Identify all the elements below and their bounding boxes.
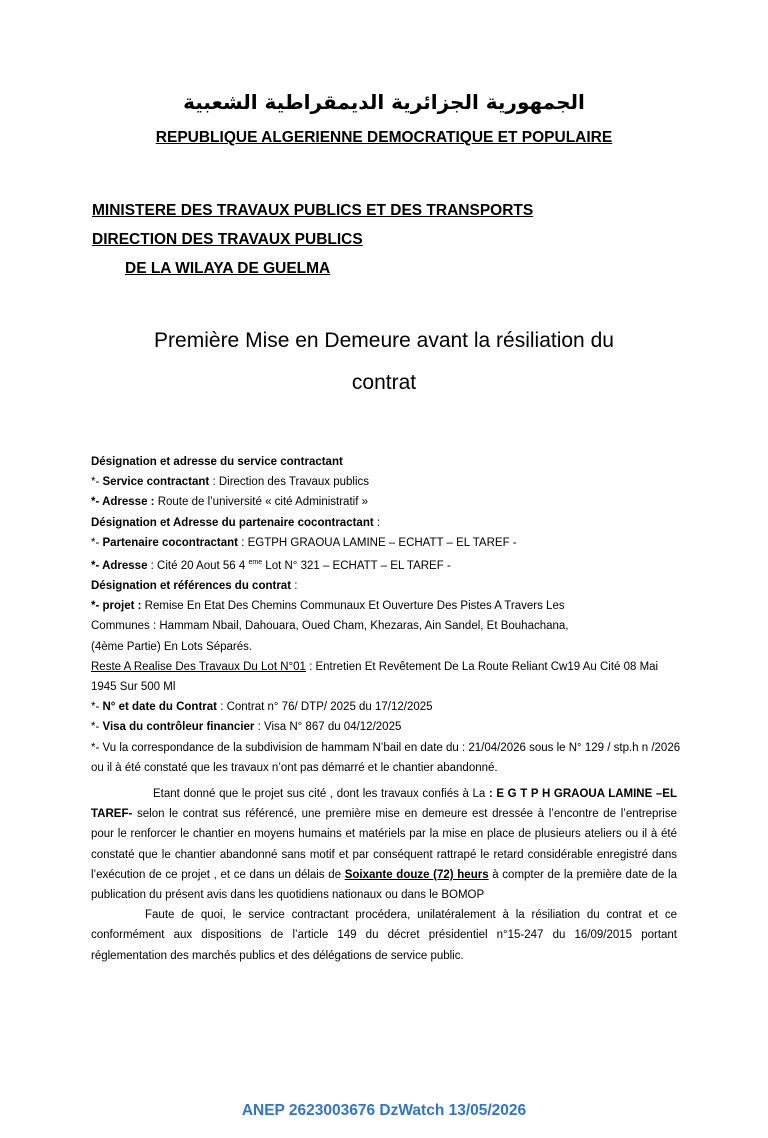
contract-details bbox=[91, 452, 681, 778]
paragraph-1-end: à compter de la première date de la publication du présent avis dans les quotidiens nationaux ou dans le BOMOP bbox=[91, 868, 677, 902]
publication-footer: ANEP 2623003676 DzWatch 13/05/2026 bbox=[241, 1102, 527, 1119]
bullet-prefix: *- bbox=[91, 721, 103, 734]
service-line bbox=[91, 472, 681, 492]
service-value: : Direction des Travaux publics bbox=[209, 476, 370, 489]
bullet-prefix: *- bbox=[91, 536, 103, 549]
project-line-2: Communes : Hammam Nbail, Dahouara, Oued Cham, Khezaras, Ain Sandel, Et Bouhachana, bbox=[91, 620, 569, 633]
visa-value: : Visa N° 867 du 04/12/2025 bbox=[254, 721, 402, 734]
paragraph-1 bbox=[91, 784, 677, 905]
document-title bbox=[60, 320, 708, 404]
partner-address-line bbox=[91, 553, 681, 576]
partner-heading-line bbox=[91, 513, 681, 533]
service-address-label: *- Adresse : bbox=[91, 496, 155, 509]
service-address-value: Route de l’université « cité Administratif » bbox=[154, 496, 368, 509]
partner-value: : EGTPH GRAOUA LAMINE – ECHATT – EL TAREF - bbox=[238, 536, 517, 549]
partner-heading: Désignation et Adresse du partenaire cocontractant bbox=[91, 516, 374, 529]
visa-line bbox=[91, 717, 681, 737]
contract-number-label: N° et date du Contrat bbox=[102, 701, 217, 714]
partner-address-value-end: Lot N° 321 – ECHATT – EL TAREF - bbox=[262, 559, 451, 572]
bullet-prefix: *- bbox=[91, 476, 103, 489]
visa-label: Visa du contrôleur financier bbox=[102, 721, 255, 734]
remaining-works bbox=[91, 657, 681, 697]
paragraph-2: Faute de quoi, le service contractant procédera, unilatéralement à la résiliation du contrat et ce conformément aux dispositions de l’article 149 du décret présidentiel n°15-247 du 16/09/2015 portant réglementation des marchés publics et des délégations de service public. bbox=[91, 909, 677, 962]
correspondence-line: *- Vu la correspondance de la subdivision de hammam N’bail en date du : 21/04/2026 sous le N° 129 / stp.h n /2026 ou il à été constaté que les travaux n’ont pas démarré et le chantier abandonné. bbox=[91, 741, 681, 774]
partner-address-label: *- Adresse bbox=[91, 559, 148, 572]
remaining-works-value: : Entretien Et Revêtement De La Route Reliant Cw19 Au Cité 08 Mai 1945 Sur 500 Ml bbox=[91, 660, 659, 694]
company-name: : E G T P H GRAOUA LAMINE –EL TAREF- bbox=[91, 788, 678, 821]
contract-heading: Désignation et références du contrat bbox=[91, 580, 292, 593]
ministry-name: MINISTERE DES TRAVAUX PUBLICS ET DES TRANSPORTS bbox=[92, 202, 534, 219]
contract-number-value: : Contrat n° 76/ DTP/ 2025 du 17/12/2025 bbox=[217, 701, 433, 714]
paragraph-1-intro: Etant donné que le projet sus cité , dont les travaux confiés à La bbox=[153, 788, 489, 800]
contract-number-line bbox=[91, 697, 681, 717]
partner-address-sup: eme bbox=[248, 559, 263, 567]
arabic-republic-title: الجمهورية الجزائرية الديمقراطية الشعبية bbox=[183, 90, 585, 114]
wilaya-name: DE LA WILAYA DE GUELMA bbox=[125, 260, 331, 277]
project-label: *- projet : bbox=[91, 600, 142, 613]
document-title-line1: Première Mise en Demeure avant la résiliation du bbox=[154, 329, 614, 352]
service-heading: Désignation et adresse du service contractant bbox=[91, 456, 343, 468]
partner-address-value: : Cité 20 Aout 56 4 bbox=[147, 559, 249, 572]
document-title-line2: contrat bbox=[351, 371, 417, 394]
partner-heading-suffix: : bbox=[373, 516, 381, 529]
service-address-line bbox=[91, 492, 681, 512]
remaining-works-label: Reste A Realise Des Travaux Du Lot N°01 bbox=[91, 660, 306, 673]
contract-heading-suffix: : bbox=[291, 580, 298, 593]
partner-label: Partenaire cocontractant bbox=[102, 536, 238, 549]
body-text bbox=[91, 784, 677, 966]
project-text-1: Remise En Etat Des Chemins Communaux Et Ouverture Des Pistes A Travers Les bbox=[141, 600, 565, 613]
project-line-1 bbox=[91, 596, 681, 616]
bullet-prefix: *- bbox=[91, 701, 103, 714]
service-label: Service contractant bbox=[102, 476, 210, 489]
delay-text: Soixante douze (72) heurs bbox=[344, 868, 489, 881]
republic-title: REPUBLIQUE ALGERIENNE DEMOCRATIQUE ET POPULAIRE bbox=[155, 129, 613, 146]
contract-heading-line bbox=[91, 576, 681, 596]
paragraph-1-middle: selon le contrat sus référencé, une première mise en demeure est dressée à l’encontre de l’entreprise pour le renforcer le chantier en moyens humains et matériels par la mise en place de plusieurs ateliers ou il à été constaté que le chantier abandonné sans motif et par conséquent rattrapé le retard considérable enregistré dans l’exécution de ce projet , et ce dans un délais de bbox=[91, 808, 677, 881]
direction-name: DIRECTION DES TRAVAUX PUBLICS bbox=[92, 231, 363, 248]
partner-line bbox=[91, 533, 681, 553]
project-line-3: (4ème Partie) En Lots Séparés. bbox=[91, 640, 253, 653]
